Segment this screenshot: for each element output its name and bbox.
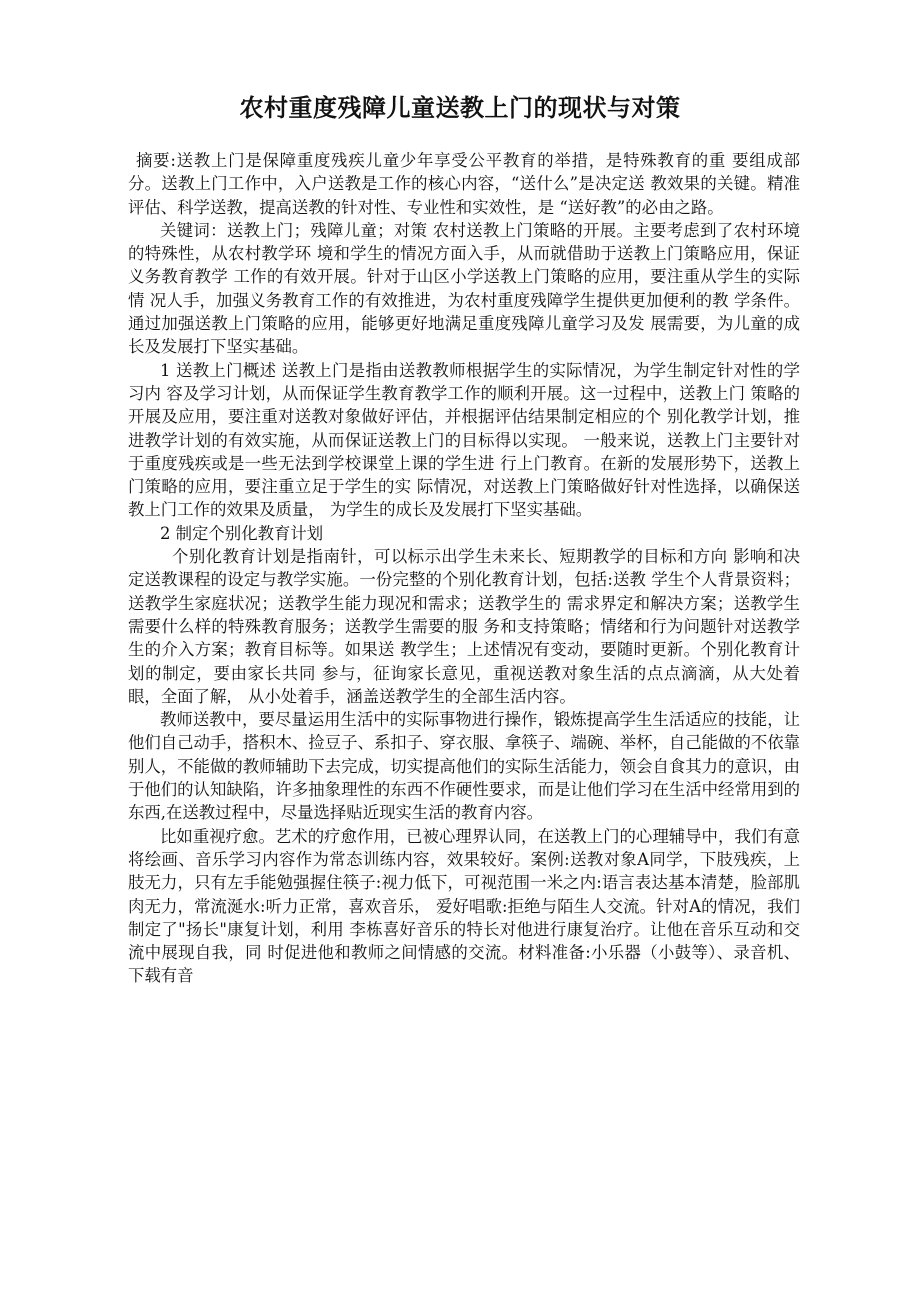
keywords-paragraph: 关键词：送教上门；残障儿童；对策 农村送教上门策略的开展。主要考虑到了农村环境的特殊性，从农村教学环 境和学生的情况方面入手，从而就借助于送教上门策略应用，保证义务教育教学 工作的有效开展。针对于山区小学送教上门策略的应用，要注重从学生的实际情 况人手，加强义务教育工作的有效推进，为农村重度残障学生提供更加便利的教 学条件。通过加强送教上门策略的应用，能够更好地满足重度残障儿童学习及发 展需要，为儿童的成长及发展打下坚实基础。 [128, 220, 800, 357]
abstract-paragraph: 摘要:送教上门是保障重度残疾儿童少年享受公平教育的举措，是特殊教育的重 要组成部分。送教上门工作中，入户送教是工作的核心内容，“送什么”是决定送 教效果的关键。精准评估、科学送教，提高送教的针对性、专业性和实效性，是 “送好教”的必由之路。 [128, 151, 800, 217]
therapy-paragraph: 比如重视疗愈。艺术的疗愈作用，已被心理界认同，在送教上门的心理辅导中，我们有意将绘画、音乐学习内容作为常态训练内容，效果较好。案例:送教对象A同学，下肢残疾，上肢无力，只有左手能勉强握住筷子:视力低下，可视范围一米之内:语言表达基本清楚，脸部肌肉无力，常流涎水:听力正常，喜欢音乐， 爱好唱歌:拒绝与陌生人交流。针对A的情况，我们制定了"扬长"康复计划，利用 李栋喜好音乐的特长对他进行康复治疗。让他在音乐互动和交流中展现自我，同 时促进他和教师之间情感的交流。材料准备:小乐器（小鼓等）、录音机、下载有音 [128, 826, 800, 986]
section-2-heading: 2 制定个别化教育计划 [160, 523, 324, 543]
document-body [128, 149, 800, 988]
document-title: 农村重度残障儿童送教上门的现状与对策 [239, 93, 681, 122]
life-skills-paragraph: 教师送教中，要尽量运用生活中的实际事物进行操作，锻炼提高学生生活适应的技能，让他们自己动手，搭积木、捡豆子、系扣子、穿衣服、拿筷子、端碗、举杯，自己能做的不依靠别人，不能做的教师辅助下去完成，切实提高他们的实际生活能力，领会自食其力的意识，由于他们的认知缺陷，许多抽象理性的东西不作硬性要求，而是让他们学习在生活中经常用到的东西,在送教过程中，尽量选择贴近现实生活的教育内容。 [128, 710, 801, 823]
section-1-paragraph: 1 送教上门概述 送教上门是指由送教教师根据学生的实际情况，为学生制定针对性的学习内 容及学习计划，从而保证学生教育教学工作的顺利开展。这一过程中，送教上门 策略的开展及应用，要注重对送教对象做好评估，并根据评估结果制定相应的个 别化教学计划，推进教学计划的有效实施，从而保证送教上门的目标得以实现。 一般来说，送教上门主要针对于重度残疾或是一些无法到学校课堂上课的学生进 行上门教育。在新的发展形势下，送教上门策略的应用，要注重立足于学生的实 际情况，对送教上门策略做好针对性选择，以确保送教上门工作的效果及质量， 为学生的成长及发展打下坚实基础。 [128, 360, 800, 520]
iep-paragraph: 个别化教育计划是指南针，可以标示出学生未来长、短期教学的目标和方向 影响和决定送教课程的设定与教学实施。一份完整的个别化教育计划，包括:送教 学生个人背景资料；送教学生家庭状况；送教学生能力现况和需求；送教学生的 需求界定和解决方案；送教学生需要什么样的特殊教育服务；送教学生需要的服 务和支持策略；情绪和行为问题针对送教学生的介入方案；教育目标等。如果送 教学生；上述情况有变动，要随时更新。个别化教育计划的制定，要由家长共同 参与，征询家长意见，重视送教对象生活的点点滴滴，从大处着眼，全面了解， 从小处着手，涵盖送教学生的全部生活内容。 [128, 547, 800, 706]
